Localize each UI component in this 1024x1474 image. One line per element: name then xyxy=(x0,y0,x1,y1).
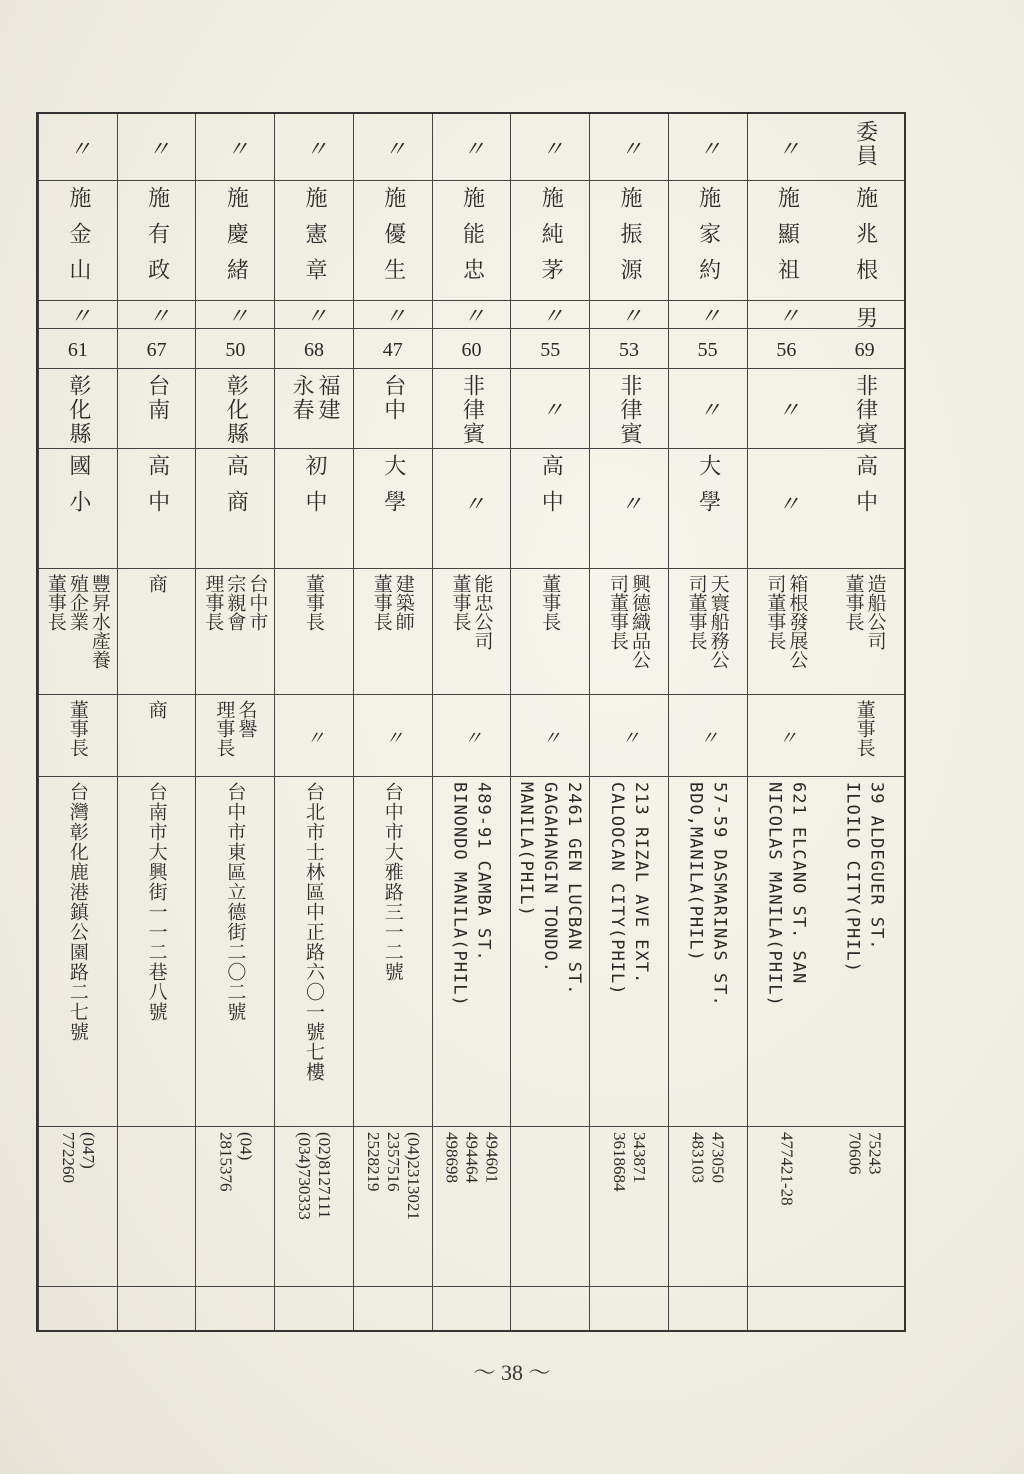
title-cell xyxy=(39,700,117,774)
phone-cell xyxy=(433,1132,511,1284)
birthplace-text: 非律賓 xyxy=(459,374,485,446)
age-cell xyxy=(433,334,511,366)
extra-cell xyxy=(748,1292,826,1332)
occupation-cell xyxy=(39,574,117,692)
title-cell xyxy=(511,700,589,774)
education-cell xyxy=(748,454,826,566)
phone-cell xyxy=(825,1132,904,1284)
age-text: 55 xyxy=(697,338,718,361)
gender-cell xyxy=(590,306,668,326)
gender-text: 〃 xyxy=(616,304,642,328)
education-text: 高中 xyxy=(852,454,878,526)
education-text: 〃 xyxy=(774,492,800,528)
occupation-cell xyxy=(354,574,432,692)
gender-cell xyxy=(118,306,196,326)
name-cell xyxy=(511,186,589,298)
education-text: 國小 xyxy=(65,454,91,526)
occupation-cell xyxy=(275,574,353,692)
birthplace-text: 非律賓 xyxy=(852,374,878,446)
member-column xyxy=(668,114,747,1330)
extra-cell xyxy=(39,1292,117,1332)
gender-text: 〃 xyxy=(459,304,485,328)
title-text: 名譽 理事長 xyxy=(213,700,258,757)
gender-cell xyxy=(825,306,904,330)
occupation-cell xyxy=(669,574,747,692)
gender-text: 〃 xyxy=(380,304,406,328)
phone-text: (04)2313021 2357516 2528219 xyxy=(363,1132,423,1220)
education-cell xyxy=(669,454,747,566)
address-cell xyxy=(196,782,274,1124)
role-text: 〃 xyxy=(302,137,328,161)
phone-cell xyxy=(275,1132,353,1284)
occupation-text: 箱根發展公 司董事長 xyxy=(764,574,809,669)
phone-cell xyxy=(118,1132,196,1284)
role-text: 〃 xyxy=(459,137,485,161)
age-cell xyxy=(275,334,353,366)
title-cell xyxy=(748,700,826,774)
address-text: 489-91 CAMBA ST. BINONDO MANILA(PHIL) xyxy=(449,782,494,1007)
occupation-cell xyxy=(118,574,196,692)
address-text: 39 ALDEGUER ST. ILOILO CITY(PHIL) xyxy=(842,782,887,973)
role-cell xyxy=(39,120,117,178)
gender-text: 〃 xyxy=(538,304,564,328)
member-column xyxy=(432,114,511,1330)
title-text: 〃 xyxy=(617,727,640,747)
occupation-cell xyxy=(748,574,826,692)
phone-cell xyxy=(196,1132,274,1284)
age-text: 50 xyxy=(225,338,246,361)
gender-cell xyxy=(748,306,826,326)
phone-cell xyxy=(511,1132,589,1284)
title-cell xyxy=(669,700,747,774)
address-text: 2461 GEN LUCBAN ST. GAGAHANGIN TONDO. MANILA(PHIL) xyxy=(516,782,585,996)
birthplace-text: 福建 永春 xyxy=(289,374,341,422)
title-text: 〃 xyxy=(539,727,562,747)
age-cell xyxy=(825,334,904,366)
extra-cell xyxy=(275,1292,353,1332)
age-text: 60 xyxy=(461,338,482,361)
role-cell xyxy=(669,120,747,178)
age-text: 56 xyxy=(776,338,797,361)
address-text: 621 ELCANO ST. SAN NICOLAS MANILA(PHIL) xyxy=(764,782,809,1007)
title-text: 〃 xyxy=(696,727,719,747)
education-cell xyxy=(39,454,117,566)
address-cell xyxy=(118,782,196,1124)
age-cell xyxy=(511,334,589,366)
role-text: 〃 xyxy=(695,137,721,161)
education-cell xyxy=(118,454,196,566)
birthplace-cell xyxy=(433,374,511,446)
role-text: 委員 xyxy=(852,120,878,168)
birthplace-cell xyxy=(118,374,196,446)
address-text: 台中市大雅路三一二號 xyxy=(381,782,404,982)
member-column xyxy=(353,114,432,1330)
education-text: 〃 xyxy=(459,492,485,528)
occupation-text: 能忠公司 董事長 xyxy=(449,574,494,650)
occupation-text: 興德織品公 司董事長 xyxy=(606,574,651,669)
education-text: 高中 xyxy=(144,454,170,526)
extra-cell xyxy=(825,1292,904,1332)
education-text: 〃 xyxy=(616,492,642,528)
birthplace-cell xyxy=(275,374,353,446)
gender-text: 〃 xyxy=(65,304,91,328)
role-cell xyxy=(511,120,589,178)
phone-text: (04) 2815376 xyxy=(216,1132,256,1192)
occupation-cell xyxy=(511,574,589,692)
age-cell xyxy=(118,334,196,366)
birthplace-cell xyxy=(354,374,432,446)
birthplace-text: 〃 xyxy=(774,398,800,422)
occupation-text: 商 xyxy=(145,574,168,593)
birthplace-text: 〃 xyxy=(695,398,721,422)
phone-text: 494601 494464 498698 xyxy=(442,1132,502,1183)
age-cell xyxy=(196,334,274,366)
title-text: 董事長 xyxy=(66,700,89,757)
age-text: 47 xyxy=(382,338,403,361)
name-cell xyxy=(196,186,274,298)
address-cell xyxy=(825,782,904,1124)
role-cell xyxy=(433,120,511,178)
role-text: 〃 xyxy=(538,137,564,161)
address-cell xyxy=(748,782,826,1124)
education-cell xyxy=(275,454,353,566)
name-cell xyxy=(39,186,117,298)
name-text: 施家約 xyxy=(695,186,721,294)
extra-cell xyxy=(433,1292,511,1332)
education-cell xyxy=(825,454,904,566)
member-column xyxy=(195,114,274,1330)
birthplace-cell xyxy=(825,374,904,446)
title-text: 商 xyxy=(145,700,168,719)
occupation-text: 造船公司 董事長 xyxy=(842,574,887,650)
birthplace-cell xyxy=(669,374,747,446)
extra-cell xyxy=(590,1292,668,1332)
age-text: 67 xyxy=(146,338,167,361)
extra-cell xyxy=(354,1292,432,1332)
role-cell xyxy=(825,120,904,178)
address-text: 台北市士林區中正路六〇一號七樓 xyxy=(303,782,326,1082)
occupation-cell xyxy=(196,574,274,692)
birthplace-text: 台南 xyxy=(144,374,170,422)
gender-cell xyxy=(39,306,117,326)
gender-text: 〃 xyxy=(144,304,170,328)
birthplace-cell xyxy=(196,374,274,446)
name-text: 施慶緒 xyxy=(223,186,249,294)
role-text: 〃 xyxy=(616,137,642,161)
role-text: 〃 xyxy=(380,137,406,161)
title-text: 〃 xyxy=(303,727,326,747)
occupation-text: 台中市 宗親會 理事長 xyxy=(202,574,269,631)
phone-cell xyxy=(590,1132,668,1284)
education-cell xyxy=(196,454,274,566)
phone-cell xyxy=(39,1132,117,1284)
occupation-text: 董事長 xyxy=(303,574,326,631)
address-cell xyxy=(39,782,117,1124)
gender-cell xyxy=(275,306,353,326)
name-text: 施純茅 xyxy=(538,186,564,294)
name-cell xyxy=(433,186,511,298)
occupation-cell xyxy=(433,574,511,692)
gender-cell xyxy=(511,306,589,326)
member-column xyxy=(589,114,668,1330)
education-text: 大學 xyxy=(695,454,721,526)
name-cell xyxy=(748,186,826,298)
education-cell xyxy=(590,454,668,566)
extra-cell xyxy=(196,1292,274,1332)
gender-text: 〃 xyxy=(695,304,721,328)
name-text: 施顯祖 xyxy=(774,186,800,294)
occupation-text: 豐昇水產養 殖企業 董事長 xyxy=(44,574,111,669)
name-cell xyxy=(275,186,353,298)
birthplace-text: 非律賓 xyxy=(616,374,642,446)
birthplace-text: 彰化縣 xyxy=(65,374,91,446)
education-text: 高商 xyxy=(223,454,249,526)
member-column xyxy=(825,114,904,1330)
phone-cell xyxy=(748,1132,826,1284)
member-column xyxy=(510,114,589,1330)
title-text: 〃 xyxy=(775,727,798,747)
extra-cell xyxy=(511,1292,589,1332)
title-text: 〃 xyxy=(381,727,404,747)
age-text: 53 xyxy=(618,338,639,361)
address-cell xyxy=(354,782,432,1124)
education-cell xyxy=(511,454,589,566)
name-cell xyxy=(669,186,747,298)
occupation-cell xyxy=(590,574,668,692)
member-column xyxy=(747,114,826,1330)
page-number: ～ 38 ～ xyxy=(473,1360,551,1385)
education-cell xyxy=(433,454,511,566)
birthplace-cell xyxy=(590,374,668,446)
title-cell xyxy=(354,700,432,774)
education-text: 高中 xyxy=(538,454,564,526)
member-table xyxy=(36,112,906,1332)
phone-text: 75243 70606 xyxy=(845,1132,885,1175)
gender-text: 〃 xyxy=(223,304,249,328)
gender-text: 〃 xyxy=(302,304,328,328)
name-text: 施能忠 xyxy=(459,186,485,294)
occupation-text: 董事長 xyxy=(539,574,562,631)
address-cell xyxy=(669,782,747,1124)
role-text: 〃 xyxy=(223,137,249,161)
occupation-text: 建築師 董事長 xyxy=(370,574,415,631)
address-cell xyxy=(433,782,511,1124)
name-cell xyxy=(118,186,196,298)
name-text: 施金山 xyxy=(65,186,91,294)
member-column xyxy=(274,114,353,1330)
name-text: 施優生 xyxy=(380,186,406,294)
birthplace-text: 台中 xyxy=(380,374,406,422)
member-column xyxy=(38,114,117,1330)
age-text: 55 xyxy=(540,338,561,361)
occupation-text: 天寰船務公 司董事長 xyxy=(685,574,730,669)
gender-text: 男 xyxy=(852,306,878,330)
phone-text: (047) 772260 xyxy=(58,1132,98,1183)
title-cell xyxy=(118,700,196,774)
occupation-cell xyxy=(825,574,904,692)
role-cell xyxy=(118,120,196,178)
name-text: 施兆根 xyxy=(852,186,878,294)
member-column xyxy=(117,114,196,1330)
address-text: 台南市大興街一一二巷八號 xyxy=(145,782,168,1022)
education-text: 大學 xyxy=(380,454,406,526)
name-text: 施有政 xyxy=(144,186,170,294)
phone-text: 343871 3618684 xyxy=(609,1132,649,1192)
role-cell xyxy=(748,120,826,178)
age-text: 61 xyxy=(67,338,88,361)
title-cell xyxy=(590,700,668,774)
gender-cell xyxy=(669,306,747,326)
extra-cell xyxy=(118,1292,196,1332)
age-cell xyxy=(354,334,432,366)
address-cell xyxy=(590,782,668,1124)
education-cell xyxy=(354,454,432,566)
role-cell xyxy=(196,120,274,178)
birthplace-cell xyxy=(748,374,826,446)
role-text: 〃 xyxy=(144,137,170,161)
age-cell xyxy=(590,334,668,366)
birthplace-text: 彰化縣 xyxy=(223,374,249,446)
age-text: 69 xyxy=(854,338,875,361)
address-text: 213 RIZAL AVE EXT. CALOOCAN CITY(PHIL) xyxy=(606,782,651,996)
name-text: 施振源 xyxy=(616,186,642,294)
name-cell xyxy=(354,186,432,298)
age-cell xyxy=(748,334,826,366)
name-cell xyxy=(825,186,904,298)
address-text: 台灣彰化鹿港鎮公園路二七號 xyxy=(66,782,89,1042)
title-cell xyxy=(825,700,904,774)
title-text: 〃 xyxy=(460,727,483,747)
name-cell xyxy=(590,186,668,298)
address-text: 57-59 DASMARINAS ST. BDO,MANILA(PHIL) xyxy=(685,782,730,1007)
phone-text: 477421-28 xyxy=(777,1132,797,1206)
education-text: 初中 xyxy=(302,454,328,526)
address-cell xyxy=(275,782,353,1124)
name-text: 施憲章 xyxy=(302,186,328,294)
phone-text: (02)8127111 (034)730333 xyxy=(295,1132,335,1220)
role-text: 〃 xyxy=(65,137,91,161)
title-text: 董事長 xyxy=(853,700,876,757)
title-cell xyxy=(196,700,274,774)
extra-cell xyxy=(669,1292,747,1332)
phone-cell xyxy=(669,1132,747,1284)
address-cell xyxy=(511,782,589,1124)
title-cell xyxy=(433,700,511,774)
birthplace-cell xyxy=(39,374,117,446)
role-text: 〃 xyxy=(774,137,800,161)
gender-cell xyxy=(354,306,432,326)
age-cell xyxy=(39,334,117,366)
birthplace-text: 〃 xyxy=(538,398,564,422)
role-cell xyxy=(590,120,668,178)
phone-text: 473050 483103 xyxy=(688,1132,728,1183)
address-text: 台中市東區立德街二〇二號 xyxy=(224,782,247,1022)
phone-cell xyxy=(354,1132,432,1284)
gender-cell xyxy=(433,306,511,326)
gender-text: 〃 xyxy=(774,304,800,328)
age-text: 68 xyxy=(304,338,325,361)
title-cell xyxy=(275,700,353,774)
gender-cell xyxy=(196,306,274,326)
age-cell xyxy=(669,334,747,366)
role-cell xyxy=(354,120,432,178)
role-cell xyxy=(275,120,353,178)
birthplace-cell xyxy=(511,374,589,446)
